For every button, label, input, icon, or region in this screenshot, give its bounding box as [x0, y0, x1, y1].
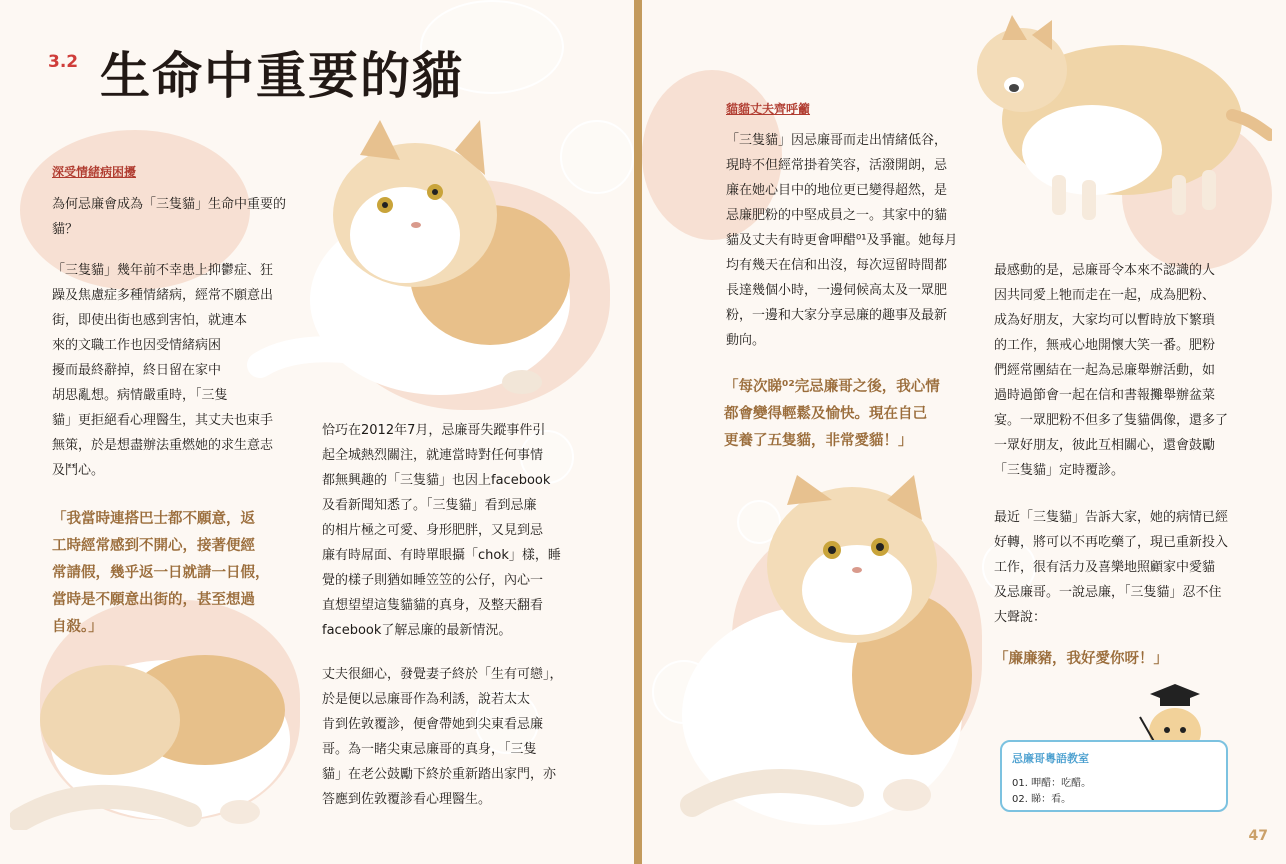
text-line: 擾而最終辭掉，終日留在家中: [52, 363, 222, 378]
text-line: 動向。: [726, 333, 766, 348]
text-line: 「每次睇⁰²完忌廉哥之後，我心情: [724, 379, 940, 395]
text-line: 及鬥心。: [52, 463, 105, 478]
text-line: 躁及焦慮症多種情緒病，經常不願意出: [52, 288, 274, 303]
text-line: 廉在她心目中的地位更已變得超然，是: [726, 183, 948, 198]
pull-quote: [52, 506, 302, 641]
lesson-title: 忌廉哥粵語教室: [1012, 752, 1089, 765]
text-line: 常請假，幾乎返一日就請一日假，: [52, 565, 270, 581]
text-line: 「三隻貓」定時覆診。: [994, 463, 1125, 478]
cat-photo-grooming: [10, 640, 300, 830]
text-line: 好轉，將可以不再吃藥了，現已重新投入: [994, 535, 1229, 550]
text-line: 粉，一邊和大家分享忌廉的趣事及最新: [726, 308, 948, 323]
text-line: 最近「三隻貓」告訴大家，她的病情已經: [994, 510, 1229, 525]
page-title: 生命中重要的貓: [100, 47, 464, 105]
text-line: 工時經常感到不開心，接著便經: [52, 538, 255, 554]
right-page: [642, 0, 1286, 864]
text-line: 恰巧在2012年7月，忌廉哥失蹤事件引: [322, 423, 546, 438]
text-line: 來的文職工作也因受情緒病困: [52, 338, 222, 353]
text-line: 一眾好朋友，彼此互相關心，還會鼓勵: [994, 438, 1216, 453]
text-line: 自殺。」: [52, 619, 103, 635]
text-line: 於是便以忌廉哥作為利誘，說若太太: [322, 692, 531, 707]
text-line: 起全城熱烈關注，就連當時對任何事情: [322, 448, 544, 463]
text-line: 答應到佐敦覆診看心理醫生。: [322, 792, 492, 807]
text-line: 覺的樣子則猶如睡笠笠的公仔，內心一: [322, 573, 544, 588]
text-line: 都無興趣的「三隻貓」也因上facebook: [322, 473, 551, 488]
text-line: 胡思亂想。病情嚴重時，「三隻: [52, 388, 228, 403]
body-paragraph: [726, 128, 976, 353]
text-line: 「三隻貓」幾年前不幸患上抑鬱症、狂: [52, 263, 274, 278]
text-line: 當時是不願意出街的，甚至想過: [52, 592, 255, 608]
text-line: 街，即使出街也感到害怕，就連本: [52, 313, 248, 328]
text-line: 工作，很有活力及喜樂地照顧家中愛貓: [994, 560, 1216, 575]
page-number: 47: [1248, 828, 1268, 844]
body-paragraph: [322, 418, 572, 643]
pull-quote: [724, 374, 984, 455]
text-line: 直想望望這隻貓貓的真身，及整天翻看: [322, 598, 544, 613]
text-line: 丈夫很細心，發覺妻子終於「生有可戀」，: [322, 667, 563, 682]
lesson-item: 01. 呷醋：吃醋。: [1012, 778, 1092, 789]
text-line: 均有幾天在信和出沒，每次逗留時間都: [726, 258, 948, 273]
body-paragraph: [322, 662, 572, 812]
text-line: 貓」更拒絕看心理醫生，其丈夫也束手: [52, 413, 274, 428]
text-line: 都會變得輕鬆及愉快。現在自己: [724, 406, 927, 422]
section-subhead: 貓貓丈夫齊呼籲: [726, 102, 811, 116]
text-line: 們經常團結在一起為忌廉舉辦活動，如: [994, 363, 1216, 378]
text-line: 及看新聞知悉了。「三隻貓」看到忌廉: [322, 498, 537, 513]
body-paragraph: [994, 505, 1244, 630]
text-line: facebook了解忌廉的最新情況。: [322, 623, 512, 638]
text-line: 忌廉肥粉的中堅成員之一。其家中的貓: [726, 208, 948, 223]
text-line: 哥。為一睹尖東忌廉哥的真身，「三隻: [322, 742, 537, 757]
text-line: 宴。一眾肥粉不但多了隻貓偶像，還多了: [994, 413, 1229, 428]
text-line: 成為好朋友，大家均可以暫時放下繁瑣: [994, 313, 1216, 328]
text-line: 無策，於是想盡辦法重燃她的求生意志: [52, 438, 274, 453]
text-line: 長達幾個小時，一邊伺候高太及一眾肥: [726, 283, 948, 298]
text-line: 的工作，無戒心地開懷大笑一番。肥粉: [994, 338, 1216, 353]
text-line: 貓及丈夫有時更會呷醋⁰¹及爭寵。她每月: [726, 233, 958, 248]
text-line: 「三隻貓」因忌廉哥而走出情緒低谷，: [726, 133, 948, 148]
cat-photo-sitting: [240, 100, 585, 410]
text-line: 大聲說：: [994, 610, 1047, 625]
text-line: 肯到佐敦覆診，便會帶她到尖東看忌廉: [322, 717, 544, 732]
left-page: [0, 0, 634, 864]
text-line: 現時不但經常掛着笑容，活潑開朗，忌: [726, 158, 948, 173]
section-number: 3.2: [48, 52, 79, 72]
book-spine: [634, 0, 642, 864]
pull-quote-love: 「廉廉豬，我好愛你呀！」: [994, 651, 1168, 667]
lesson-box: [1000, 740, 1228, 812]
text-line: 最感動的是，忌廉哥令本來不認識的人: [994, 263, 1216, 278]
text-line: 「我當時連搭巴士都不願意，返: [52, 511, 255, 527]
lesson-item: 02. 睇：看。: [1012, 794, 1072, 805]
intro-paragraph: 為何忌廉會成為「三隻貓」生命中重要的貓？: [52, 197, 287, 237]
body-paragraph: [994, 258, 1244, 483]
section-subhead: 深受情緒病困擾: [52, 165, 137, 179]
cat-photo-standing: [972, 10, 1272, 225]
text-line: 廉有時屌面、有時單眼攝「chok」樣，睡: [322, 548, 561, 563]
text-line: 及忌廉哥。一說忌廉，「三隻貓」忍不住: [994, 585, 1222, 600]
cat-photo-big-sitting: [652, 475, 982, 830]
text-line: 貓」在老公鼓勵下終於重新踏出家門，亦: [322, 767, 557, 782]
text-line: 過時過節會一起在信和書報攤舉辦盆菜: [994, 388, 1216, 403]
text-line: 更養了五隻貓，非常愛貓！」: [724, 433, 913, 449]
text-line: 因共同愛上牠而走在一起，成為肥粉、: [994, 288, 1216, 303]
text-line: 的相片極之可愛、身形肥胖，又見到忌: [322, 523, 544, 538]
